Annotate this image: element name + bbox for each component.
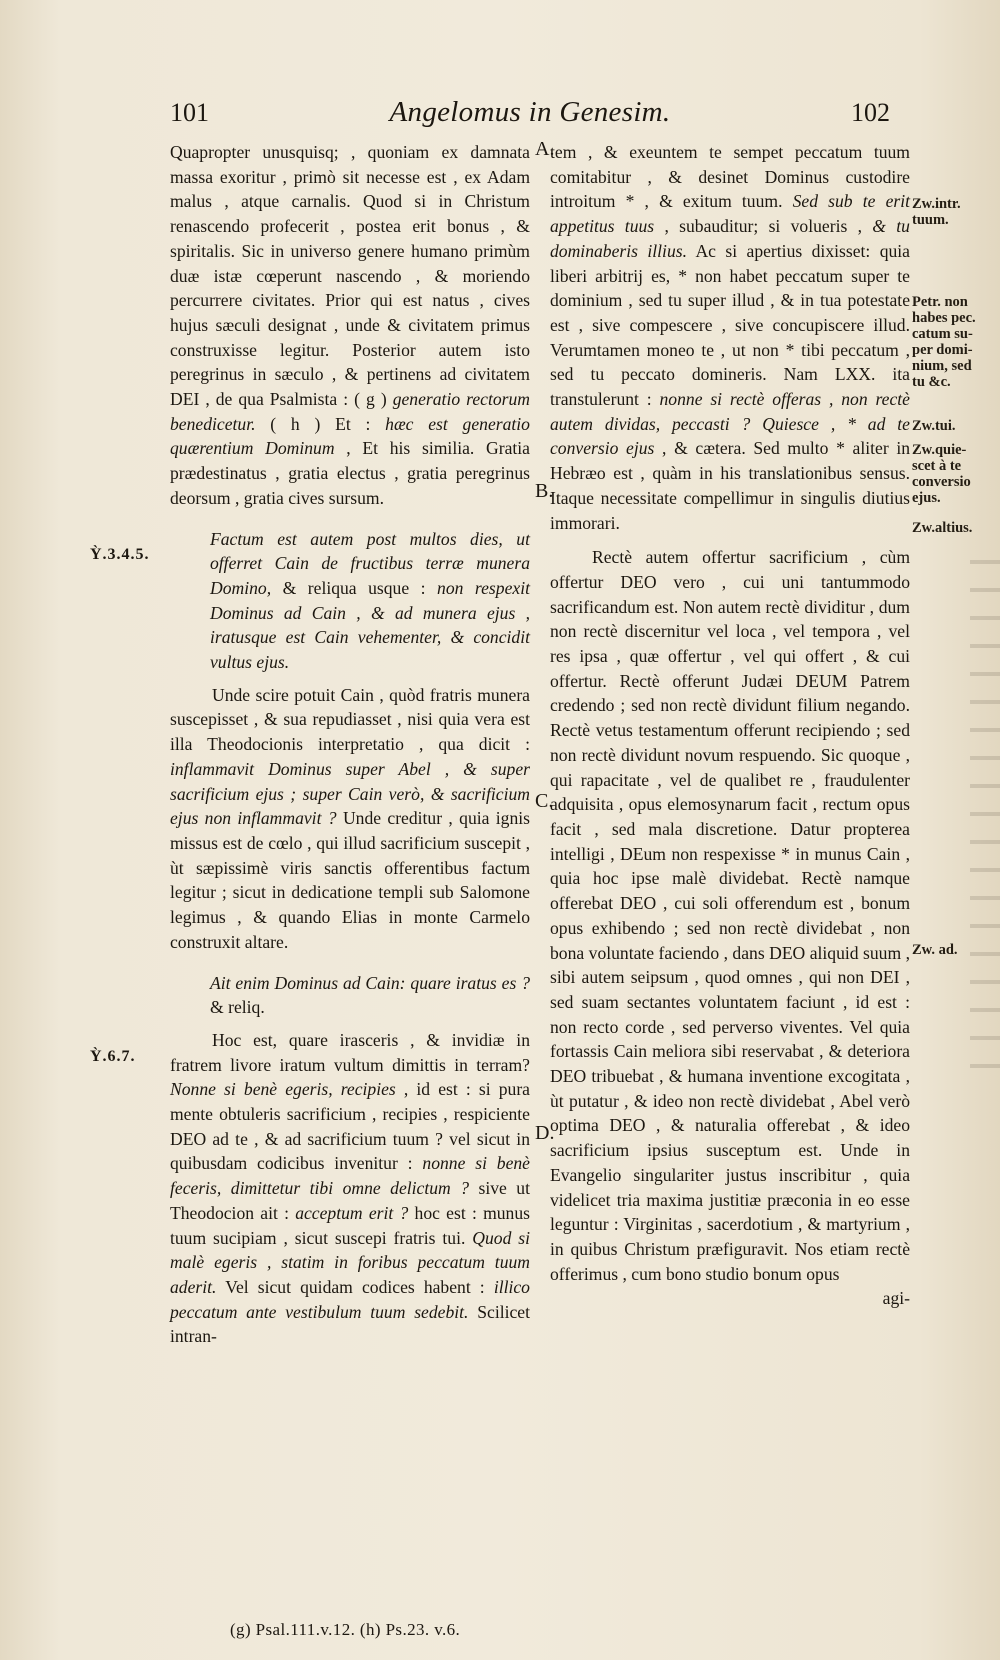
note-line: ejus. bbox=[912, 490, 941, 506]
marginal-note bbox=[912, 196, 998, 228]
marginal-note bbox=[912, 294, 998, 390]
text-run: hoc est : munus tuum sucipiam , sicut suscepi fratris tui. bbox=[170, 1202, 530, 1248]
note-line: scet à te bbox=[912, 458, 962, 474]
verse-text: Factum est autem post multos dies, ut offerret Cain de fructibus terræ munera Domino, bbox=[210, 528, 530, 598]
running-header bbox=[170, 96, 890, 136]
verse-label-3-4-5: Ỳ.3.4.5. bbox=[90, 546, 150, 563]
paragraph-1 bbox=[170, 140, 530, 511]
text-run: , Et his similia. Gratia prædestinatus , gratia electus , gratia peregrinus deorsum , gratia cives sursum. bbox=[170, 438, 530, 508]
section-marker-b: B. bbox=[535, 480, 554, 502]
verse-lemma-2 bbox=[170, 971, 530, 1020]
text-run: Unde scire potuit Cain , quòd fratris munera suscepisset , & sua repudiasset , nisi quia vera est illa Theodocionis interpretatio , qua dicit : bbox=[170, 684, 530, 755]
section-marker-a: A. bbox=[535, 138, 555, 160]
verse-label-6-7: Ỳ.6.7. bbox=[90, 1048, 136, 1065]
verse-text-roman: & reliqua usque : bbox=[282, 577, 426, 598]
verse-text: non respexit Dominus ad Cain , & ad munera ejus , iratusque est Cain vehementer, & concidit vultus ejus. bbox=[210, 577, 530, 673]
text-run: Rectè autem offertur sacrificium , cùm offertur DEO vero , cui uni tantummodo sacrificandum est. Non autem rectè dividitur , dum non rectè discernitur vel loca , vel tempora , vel res ipsa , quæ offertur , vel qui offert , & cui offertur. Rectè offerunt Judæi DEUM Patrem credendo ; sed non rectè dividunt filium negando. Rectè vetus testamentum offerunt recipiendo ; sed non rectè dividunt novum respuendo. Sic quoque , qui rapacitate , vel de qualibet re , fraudulenter adquisita , opus elemosynarum facit , rectum opus facit , sed mala discretione. Datur propterea intelligi , DEum non respexisse * in munus Cain , quia hoc ipse malè dividebat. Rectè namque offerebat DEO , cui soli offerendum est , bonum opus exhibendo ; sed non rectè dividebat , non bona voluntate faciendo , dans DEO aliquid suum , sibi autem seipsum , quod omnes , qui non DEI , sed suam sectantes voluntatem faciunt , id est : non recto corde , sed perverso viventes. Vel quia fortassis Cain meliora sibi reservabat , & deteriora DEO tribuebat , & humana inventione excogitata , ùt putatur , & ideo non rectè dividebat , Abel verò optima DEO , & naturalia offerebat , & ideo sacrificium ipsius susceptum est. Unde in Evangelio singulariter justus inscribitur , quia videlicet tria maxima justitiæ præconia in eo esse leguntur : Virginitas , sacerdotium , & martyrium , in quibus Christum præfiguravit. Nos etiam rectè offerimus , cum bono studio bonum opus bbox=[550, 547, 910, 1284]
right-column bbox=[550, 140, 910, 1311]
page-edge-bleed bbox=[970, 560, 1000, 1080]
page-number-right: 102 bbox=[850, 98, 890, 127]
quote: & tu dominaberis illius. bbox=[550, 216, 910, 261]
note-line: tuum. bbox=[912, 212, 949, 228]
marginal-note bbox=[912, 418, 998, 434]
quote: acceptum erit ? bbox=[295, 1202, 409, 1223]
running-title: Angelomus in Genesim. bbox=[389, 96, 671, 128]
text-run: Quapropter unusquisq; , quoniam ex damnata massa exoritur , primò sit necesse est , ex Adam malus , atque carnalis. Quod si in Christum renascendo profecerit , postea erit bonus , & spiritalis. Sic in universo genere humano primùm duæ istæ cœperunt nascendo , & moriendo percurrere civitates. Prior qui est natus , cives hujus sæculi designat , unde & civitatem primus construxisse legitur. Posterior autem isto peregrinus in sæculo , & pertinens ad civitatem DEI , de qua Psalmista : bbox=[170, 142, 530, 410]
text-run: Et : bbox=[335, 413, 371, 434]
note-line: nium, sed bbox=[912, 358, 972, 374]
footnote-ref-h: ( h ) bbox=[270, 413, 321, 434]
footnotes: (g) Psal.111.v.12. (h) Ps.23. v.6. bbox=[230, 1620, 461, 1639]
quote-theodotion: inflammavit Dominus super Abel , & super sacrificium ejus ; super Cain verò, & sacrificium ejus non inflammavit ? bbox=[170, 758, 530, 829]
text-run: sive ut Theodocion ait : bbox=[170, 1178, 530, 1223]
page-number-left: 101 bbox=[170, 98, 209, 127]
verse-text: Ait enim Dominus ad Cain: quare iratus es ? bbox=[210, 972, 530, 993]
marginal-note bbox=[912, 520, 998, 536]
quote: illico peccatum ante vestibulum tuum sedebit. bbox=[170, 1276, 530, 1322]
left-column bbox=[170, 140, 530, 1349]
paragraph-r1 bbox=[550, 140, 910, 535]
section-marker-c: C. bbox=[535, 790, 554, 812]
footnote-ref-g: ( g ) bbox=[354, 389, 387, 410]
text-run: Vel sicut quidam codices habent : bbox=[225, 1276, 485, 1297]
note-line: Zw.tui. bbox=[912, 418, 956, 434]
text-run: , subauditur; si volueris , bbox=[664, 216, 862, 237]
quote: nonne si benè feceris, dimittetur tibi omne delictum ? bbox=[170, 1153, 530, 1199]
text-run: , id est : si pura mente obtuleris sacrificium , recipies , respiciente DEO ad te , & ad sacrificium tuum ? vel sicut in quibusdam codicibus invenitur : bbox=[170, 1079, 530, 1174]
note-line: tu &c. bbox=[912, 374, 951, 390]
note-line: habes pec. bbox=[912, 310, 976, 326]
note-line: conversio bbox=[912, 474, 971, 490]
quote: Nonne si benè egeris, recipies bbox=[170, 1079, 396, 1100]
paragraph-2 bbox=[170, 683, 530, 955]
quote-septuagint: nonne si rectè offeras , non rectè autem dividas, peccasti ? Quiesce , * ad te conversio ejus bbox=[550, 389, 910, 459]
note-line: Zw. ad. bbox=[912, 942, 958, 958]
note-line: catum su- bbox=[912, 326, 973, 342]
note-line: per domi- bbox=[912, 342, 973, 358]
text-run: tem , & exeuntem te sempet peccatum tuum comitabitur , & desinet Dominus custodire introitum * , & exitum tuum. bbox=[550, 142, 910, 212]
note-line: Zw.intr. bbox=[912, 196, 961, 212]
text-run: , & cætera. Sed multo * aliter in Hebræo est , quàm in his translationibus sensus. Itaque necessitate compellimur in singulis diutius immorari. bbox=[550, 438, 911, 533]
quote: Quod si malè egeris , statim in foribus peccatum tuum aderit. bbox=[170, 1227, 530, 1297]
note-line: Petr. non bbox=[912, 294, 968, 310]
verse-lemma-1 bbox=[170, 527, 530, 675]
catchword: agi- bbox=[882, 1288, 910, 1309]
section-marker-d: D. bbox=[535, 1122, 555, 1144]
quote-psalm-111: generatio rectorum benedicetur. bbox=[170, 389, 530, 434]
note-line: Zw.quie- bbox=[912, 442, 967, 458]
text-run: Ac si apertius dixisset: quia liberi arbitrij es, * non habet peccatum super te dominium , sed tu super illud , & in tua potestate est , sive compescere , sive concupiscere illud. Verumtamen moneo te , ut non * tibi peccatum , sed tu peccato domineris. Nam LXX. ita transtulerunt : bbox=[550, 240, 910, 410]
marginal-note bbox=[912, 442, 998, 506]
text-run: Hoc est, quare irasceris , & invidiæ in fratrem livore iratum vultum dimittis in terram? bbox=[170, 1029, 530, 1075]
paragraph-3 bbox=[170, 1028, 530, 1349]
text-run: Scilicet intran- bbox=[170, 1301, 530, 1347]
note-line: Zw.altius. bbox=[912, 520, 973, 536]
paragraph-r2 bbox=[550, 545, 910, 1286]
verse-text-roman: & reliq. bbox=[210, 997, 265, 1018]
quote: Sed sub te erit appetitus tuus bbox=[550, 191, 911, 237]
quote-psalm-23: hæc est generatio quærentium Dominum bbox=[170, 413, 530, 459]
text-run: Unde creditur , quia ignis missus est de cœlo , qui illud sacrificium suscepit , ùt sæpissimè viris sanctis offerentibus factum legitur ; sicut in dedicatione templi sub Salomone legimus , & quando Elias in monte Carmelo construxit altare. bbox=[170, 808, 530, 952]
